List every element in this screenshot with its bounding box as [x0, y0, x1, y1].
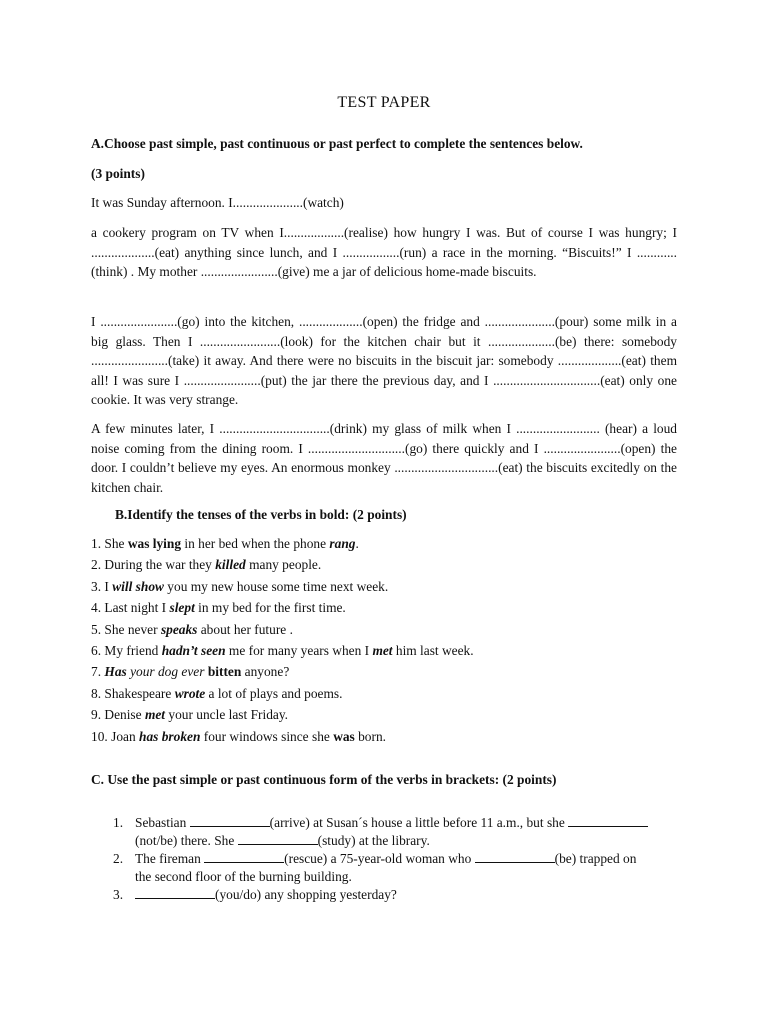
list-item: 5. She never speaks about her future .: [91, 621, 293, 637]
list-item: 7. Has your dog ever bitten anyone?: [91, 664, 290, 680]
list-item: 1. Sebastian (arrive) at Susan´s house a little before 11 a.m., but she (not/be) there. She (study) at the library.: [91, 814, 651, 850]
list-item: 3. (you/do) any shopping yesterday?: [113, 887, 397, 902]
list-item: 6. My friend hadn’t seen me for many years when I met him last week.: [91, 642, 474, 658]
section-c-heading: C. Use the past simple or past continuous form of the verbs in brackets: (2 points): [91, 772, 557, 787]
list-item: 3. I will show you my new house some time next week.: [91, 578, 389, 594]
list-item: 10. Joan has broken four windows since she was born.: [91, 728, 387, 744]
list-item: 8. Shakespeare wrote a lot of plays and poems.: [91, 685, 343, 701]
list-item: 9. Denise met your uncle last Friday.: [91, 707, 289, 723]
section-b-heading: B.Identify the tenses of the verbs in bold: (2 points): [115, 507, 407, 522]
section-a-first-line: It was Sunday afternoon. I.....................(watch): [91, 195, 344, 210]
answer-blank: [190, 814, 270, 827]
answer-blank: [568, 814, 648, 827]
list-item: 2. During the war they killed many people.: [91, 557, 322, 573]
answer-blank: [475, 850, 555, 863]
list-item: 2. The fireman (rescue) a 75-year-old woman who (be) trapped on the second floor of the burning building.: [113, 851, 637, 884]
section-a-heading: A.Choose past simple, past continuous or past perfect to complete the sentences below.: [91, 136, 583, 151]
section-a-points: (3 points): [91, 166, 145, 181]
list-item: 4. Last night I slept in my bed for the first time.: [91, 600, 346, 616]
section-a-paragraph-2: I .......................(go) into the kitchen, ...................(open) the fridge and .....................(pour) some milk in a big glass. Then I ........................(look) for the kitchen chair but it ....................(be) there: somebody .......................(take) it away. And there were no biscuits in the biscuit jar: somebody ...................(eat) them all! I was sure I .......................(put) the jar there the previous day, and I ................................(eat) only one cookie. It was very strange.: [91, 314, 677, 407]
page-title: TEST PAPER: [337, 94, 431, 111]
section-b-list: [91, 535, 474, 749]
answer-blank: [204, 850, 284, 863]
section-a-paragraph-1: a cookery program on TV when I..................(realise) how hungry I was. But of course I was hungry; I ...................(eat) anything since lunch, and I .................(run) a race in the morning. “Biscuits!” I ............(think) . My mother .......................(give) me a jar of delicious home-made biscuits.: [91, 225, 677, 279]
answer-blank: [238, 832, 318, 845]
section-c-list: [91, 814, 651, 904]
answer-blank: [135, 886, 215, 899]
list-item: 1. She was lying in her bed when the phone rang.: [91, 536, 359, 551]
section-a-paragraph-3: A few minutes later, I .................................(drink) my glass of milk when I ......................... (hear) a loud noise coming from the dining room. I .............................(go) there quickly and I .......................(open) the door. I couldn’t believe my eyes. An enormous monkey ...............................(eat) the biscuits excitedly on the kitchen chair.: [91, 421, 677, 495]
